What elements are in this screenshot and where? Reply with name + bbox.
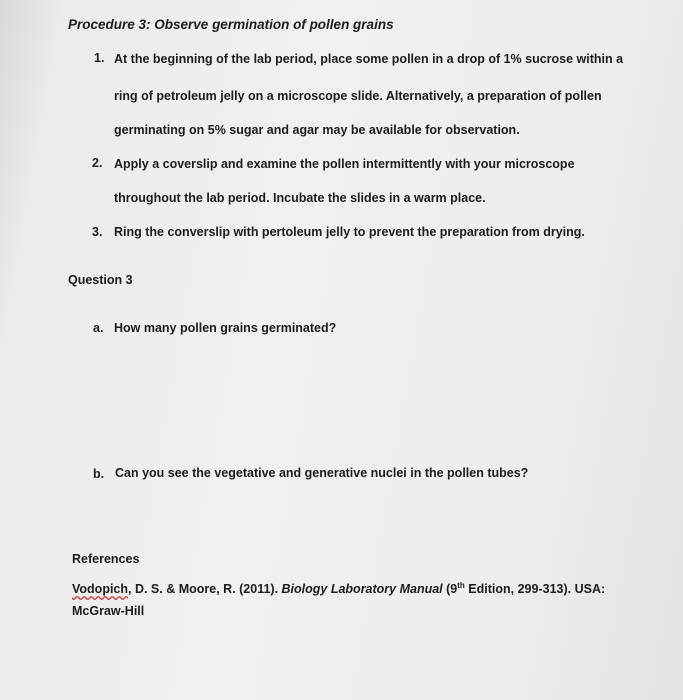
reference-author-first: Vodopich [72, 582, 129, 596]
question-a-letter: a. [93, 321, 104, 335]
question-heading: Question 3 [68, 273, 133, 287]
step-1-line-2: ring of petroleum jelly on a microscope slide. Alternatively, a preparation of pollen [114, 89, 602, 103]
references-heading: References [72, 552, 140, 566]
step-1-line-1: At the beginning of the lab period, place some pollen in a drop of 1% sucrose within a [114, 52, 624, 66]
question-b-letter: b. [93, 467, 105, 481]
reference-edition-sup: th [457, 581, 465, 590]
step-2-line-1: Apply a coverslip and examine the pollen intermittently with your microscope [114, 157, 575, 171]
step-2-line-2: throughout the lab period. Incubate the slides in a warm place. [114, 191, 486, 205]
reference-citation [72, 582, 605, 596]
reference-publisher: McGraw-Hill [72, 604, 145, 618]
reference-book-title: Biology Laboratory Manual [281, 582, 443, 596]
reference-edition-rest: Edition, 299-313). USA: [464, 582, 606, 596]
procedure-title: Procedure 3: Observe germination of pollen grains [68, 17, 394, 32]
step-1-number: 1. [94, 51, 105, 65]
question-a-text: How many pollen grains germinated? [114, 321, 337, 335]
step-1-line-3: germinating on 5% sugar and agar may be available for observation. [114, 123, 520, 137]
reference-edition-open: (9 [442, 582, 458, 596]
step-3-line-1: Ring the converslip with pertoleum jelly to prevent the preparation from drying. [114, 225, 585, 239]
step-2-number: 2. [92, 156, 103, 170]
reference-author-rest: , D. S. & Moore, R. (2011). [128, 582, 282, 596]
question-b-text: Can you see the vegetative and generative nuclei in the pollen tubes? [115, 466, 529, 480]
step-3-number: 3. [92, 225, 103, 239]
